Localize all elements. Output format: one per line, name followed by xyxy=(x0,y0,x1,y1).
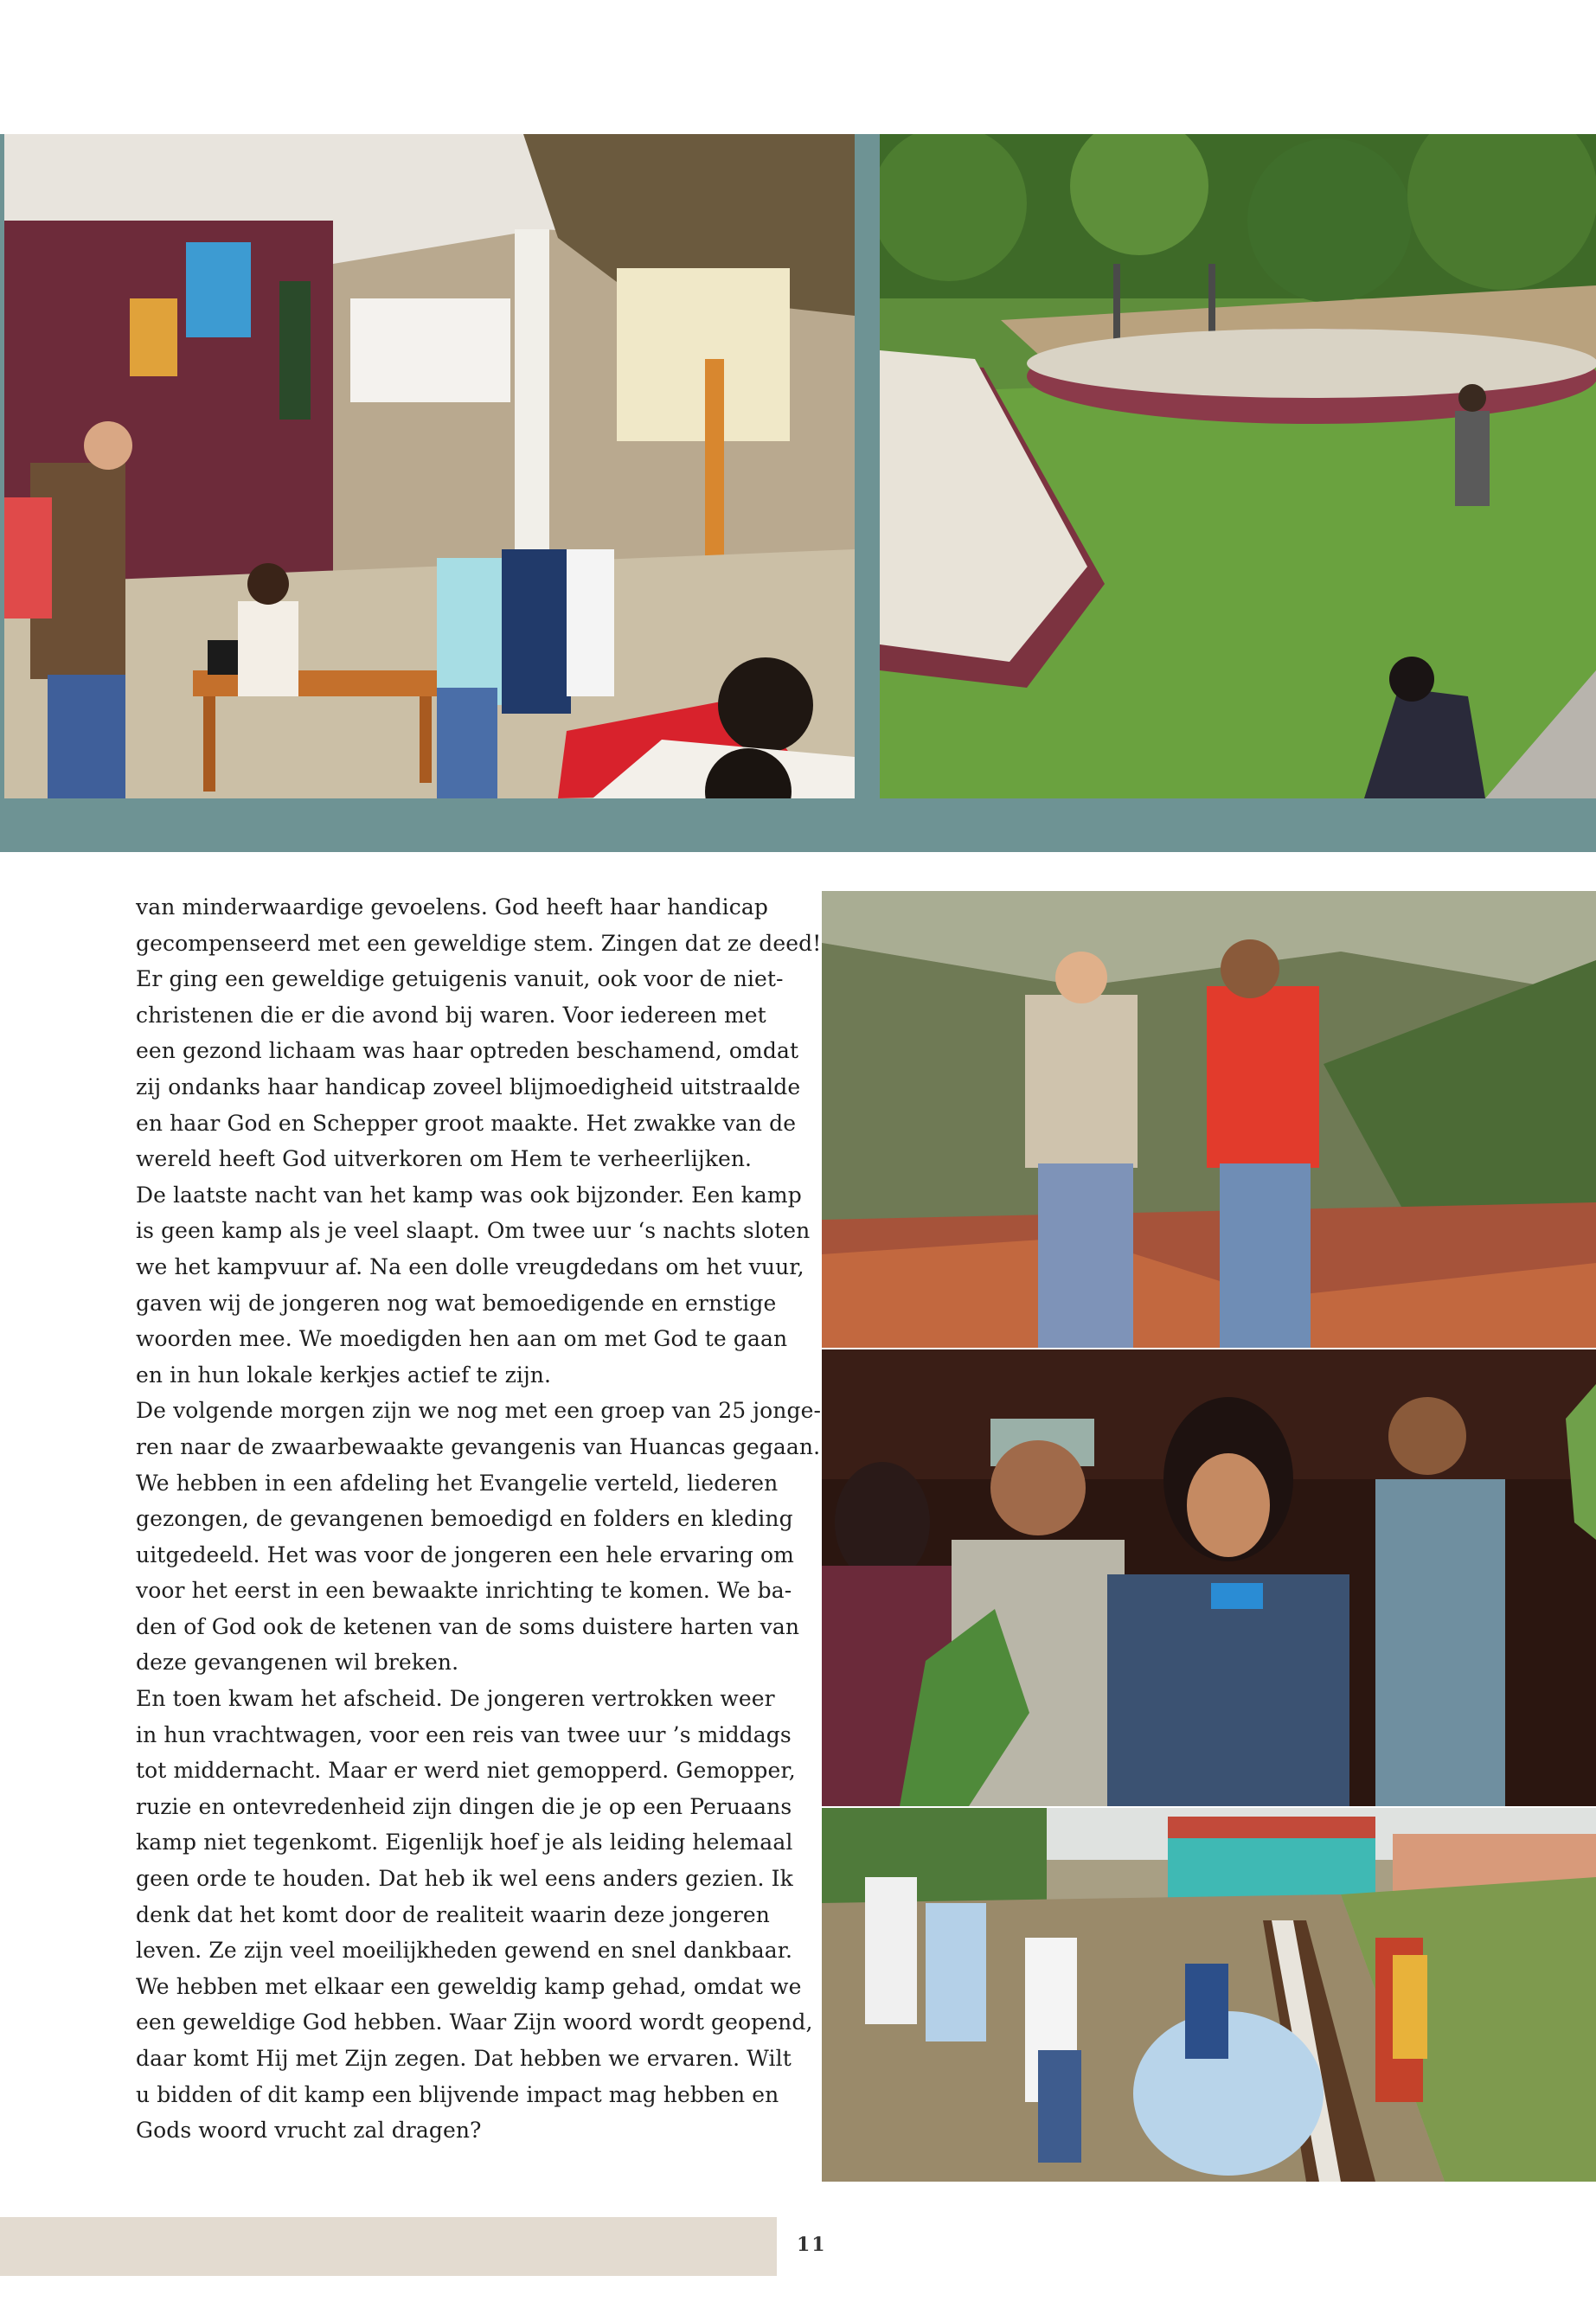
article-line: zij ondanks haar handicap zoveel blijmoedigheid uitstraalde xyxy=(136,1074,801,1099)
article-line: leven. Ze zijn veel moeilijkheden gewend en snel dankbaar. xyxy=(136,1938,793,1964)
footer-bar xyxy=(0,2217,777,2276)
photo-registration-desk xyxy=(4,134,855,798)
article-line: De volgende morgen zijn we nog met een groep van 25 jonge- xyxy=(136,1398,822,1424)
article-line: den of God ook de ketenen van de soms duistere harten van xyxy=(136,1613,800,1639)
article-line: ruzie en ontevredenheid zijn dingen die je op een Peruaans xyxy=(136,1793,792,1819)
article-line: we het kampvuur af. Na een dolle vreugdedans om het vuur, xyxy=(136,1253,804,1279)
article-line: een gezond lichaam was haar optreden beschamend, omdat xyxy=(136,1038,799,1064)
article-line: in hun vrachtwagen, voor een reis van twee uur ’s middags xyxy=(136,1721,792,1747)
article-line: geen orde te houden. Dat heb ik wel eens anders gezien. Ik xyxy=(136,1866,793,1892)
article-line: tot middernacht. Maar er werd niet gemopperd. Gemopper, xyxy=(136,1758,796,1784)
article-line: en haar God en Schepper groot maakte. Het zwakke van de xyxy=(136,1110,797,1136)
article-line: voor het eerst in een bewaakte inrichting te komen. We ba- xyxy=(136,1578,792,1604)
article-line: We hebben met elkaar een geweldig kamp gehad, omdat we xyxy=(136,1973,802,1999)
article-line: uitgedeeld. Het was voor de jongeren een hele ervaring om xyxy=(136,1541,794,1567)
photo-evening-gathering xyxy=(822,1349,1596,1806)
article-line: wereld heeft God uitverkoren om Hem te verheerlijken. xyxy=(136,1146,753,1172)
article-line: kamp niet tegenkomt. Eigenlijk hoef je als leiding helemaal xyxy=(136,1830,793,1856)
article-line: Gods woord vrucht zal dragen? xyxy=(136,2118,482,2144)
photo-mountain-overlook xyxy=(822,891,1596,1348)
page-number: 11 xyxy=(797,2234,827,2256)
article-line: van minderwaardige gevoelens. God heeft haar handicap xyxy=(136,894,768,920)
article-line: is geen kamp als je veel slaapt. Om twee uur ‘s nachts sloten xyxy=(136,1218,811,1244)
article-body xyxy=(136,889,822,2149)
article-line: deze gevangenen wil breken. xyxy=(136,1650,459,1676)
article-line: Er ging een geweldige getuigenis vanuit, ook voor de niet- xyxy=(136,966,784,992)
article-line: ren naar de zwaarbewaakte gevangenis van Huancas gegaan. xyxy=(136,1433,821,1459)
article-line: denk dat het komt door de realiteit waarin deze jongeren xyxy=(136,1901,770,1927)
article-line: gaven wij de jongeren nog wat bemoedigende en ernstige xyxy=(136,1290,777,1316)
article-line: woorden mee. We moedigden hen aan om met God te gaan xyxy=(136,1326,788,1352)
photo-youth-circle xyxy=(880,134,1596,798)
article-line: christenen die er die avond bij waren. Voor iedereen met xyxy=(136,1002,766,1028)
article-line: en in hun lokale kerkjes actief te zijn. xyxy=(136,1362,552,1388)
article-line: daar komt Hij met Zijn zegen. Dat hebben we ervaren. Wilt xyxy=(136,2046,792,2071)
article-line: En toen kwam het afscheid. De jongeren vertrokken weer xyxy=(136,1686,775,1712)
article-line: u bidden of dit kamp een blijvende impact mag hebben en xyxy=(136,2081,779,2107)
article-line: We hebben in een afdeling het Evangelie verteld, liederen xyxy=(136,1470,779,1496)
article-line: De laatste nacht van het kamp was ook bijzonder. Een kamp xyxy=(136,1182,802,1208)
article-line: een geweldige God hebben. Waar Zijn woord wordt geopend, xyxy=(136,2009,813,2035)
article-line: gezongen, de gevangenen bemoedigd en folders en kleding xyxy=(136,1506,793,1532)
article-line: gecompenseerd met een geweldige stem. Zingen dat ze deed! xyxy=(136,930,822,956)
photo-outdoor-meal xyxy=(822,1808,1596,2182)
